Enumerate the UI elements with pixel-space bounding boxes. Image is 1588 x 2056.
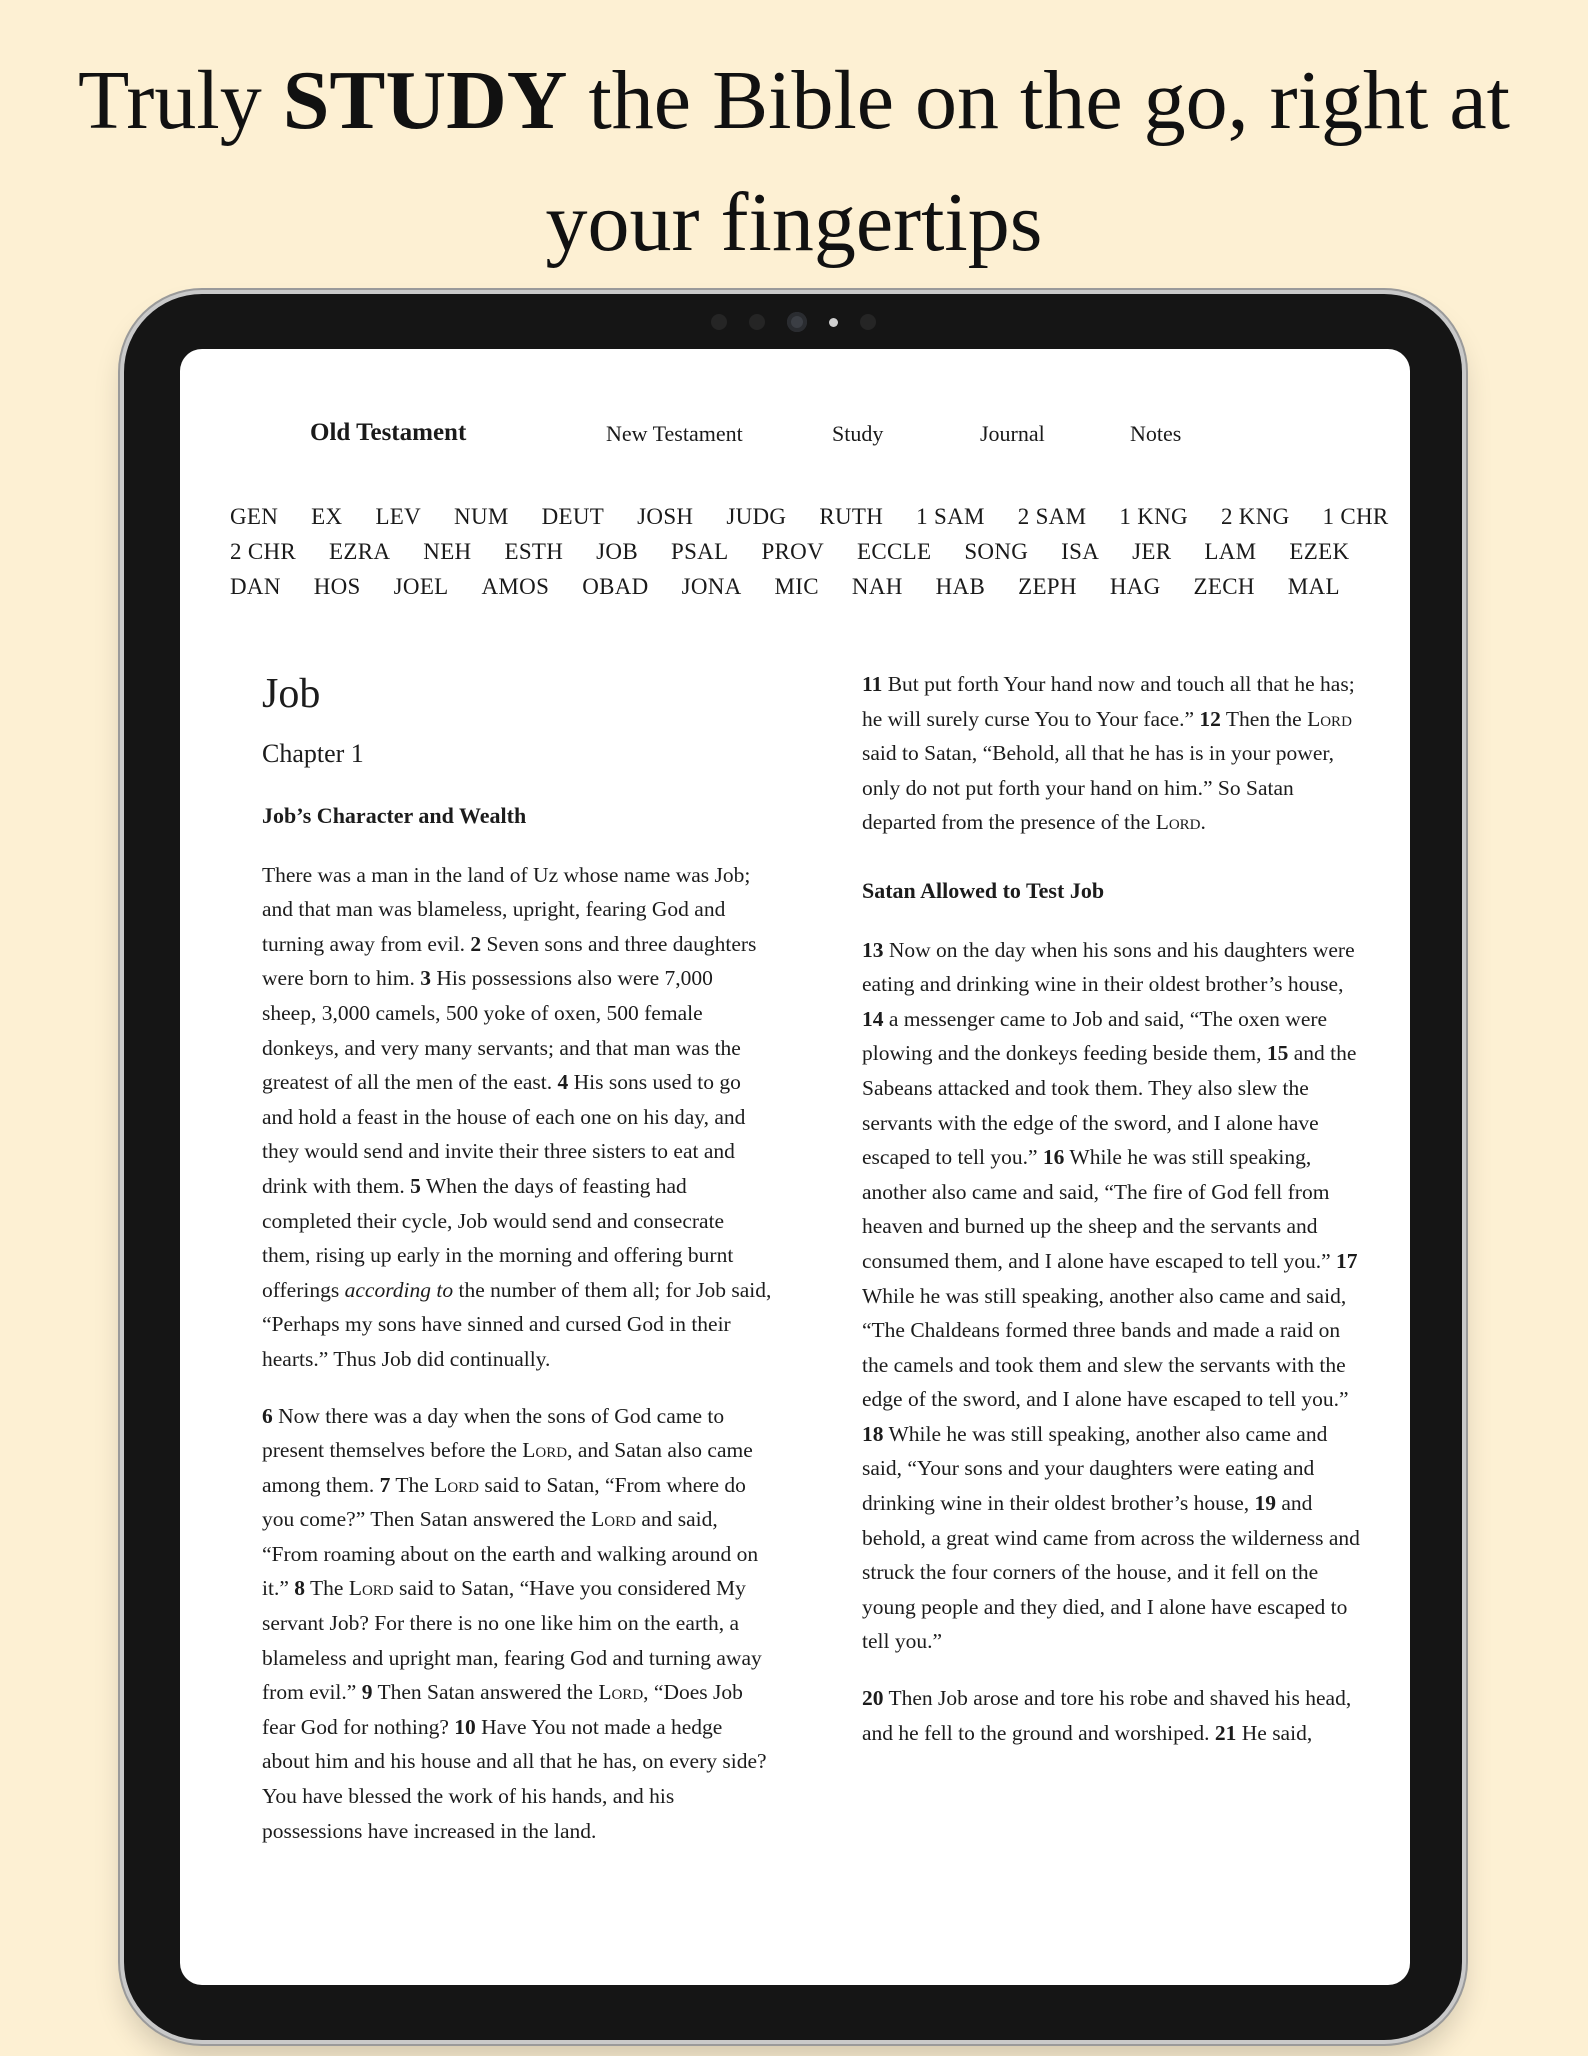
- verse-text: and behold, a great wind came from across the wilderness and struck the four corners of the house, and it fell on the young people and they died, and I alone have escaped to tell you.”: [862, 1491, 1360, 1654]
- verse-text: When the days of feasting had completed their cycle, Job would send and consecrate them, rising up early in the morning and offering burnt offerings: [262, 1173, 734, 1302]
- verse-text: Then Satan answered the: [377, 1680, 593, 1705]
- verse-text: Then Job arose and tore his robe and shaved his head, and he fell to the ground and worshiped.: [862, 1686, 1352, 1745]
- book-link-song[interactable]: SONG: [964, 539, 1029, 564]
- tab-new-testament[interactable]: New Testament: [606, 421, 743, 446]
- verse-text: Then the: [1225, 706, 1302, 731]
- verse-text: While he was still speaking, another also came and said, “The fire of God fell from heaven and burned up the sheep and the servants and consumed them, and I alone have escaped to tell you.”: [862, 1145, 1331, 1273]
- verse-number: 9: [361, 1680, 373, 1705]
- lord-text: Lord: [1307, 706, 1352, 731]
- section-heading: Satan Allowed to Test Job: [862, 877, 1105, 903]
- book-link-ruth[interactable]: RUTH: [819, 504, 884, 529]
- book-link-josh[interactable]: JOSH: [637, 504, 694, 529]
- book-index: [230, 499, 1389, 604]
- book-link-zech[interactable]: ZECH: [1193, 574, 1255, 599]
- scripture-paragraph: [262, 1399, 772, 1849]
- book-link-nah[interactable]: NAH: [851, 574, 903, 599]
- book-link-prov[interactable]: PROV: [761, 539, 824, 564]
- book-link-jona[interactable]: JONA: [681, 574, 742, 599]
- book-link-dan[interactable]: DAN: [230, 574, 281, 599]
- book-link-mal[interactable]: MAL: [1287, 574, 1340, 599]
- verse-text: a messenger came to Job and said, “The oxen were plowing and the donkeys feeding beside them,: [862, 1006, 1328, 1066]
- book-row-1: [230, 499, 1389, 534]
- verse-number: 20: [862, 1686, 884, 1711]
- book-link-esth[interactable]: ESTH: [504, 539, 564, 564]
- sensor-icon: [711, 314, 727, 330]
- reading-column-left: [262, 669, 772, 1870]
- scripture-paragraph: [862, 1681, 1362, 1750]
- verse-text: and the Sabeans attacked and took them. They also slew the servants with the edge of the sword, and I alone have escaped to tell you.”: [862, 1041, 1357, 1170]
- verse-text: , and Satan also came among them.: [262, 1438, 753, 1497]
- camera-bar: [124, 312, 1462, 332]
- verse-number: 19: [1254, 1491, 1277, 1516]
- verse-number: 3: [420, 966, 431, 991]
- verse-number: 17: [1336, 1248, 1358, 1273]
- book-link-psal[interactable]: PSAL: [670, 539, 729, 564]
- headline: [0, 40, 1588, 284]
- verse-number: 21: [1214, 1720, 1237, 1745]
- verse-number: 5: [410, 1173, 421, 1198]
- book-link-ezra[interactable]: EZRA: [329, 539, 391, 564]
- verse-text: , “Does Job fear God for nothing?: [262, 1680, 743, 1739]
- verse-number: 11: [862, 672, 883, 696]
- scripture-paragraph: 11 But put forth Your hand now and touch all that he has; he will surely curse You to Your face.” 12 Then the Lord said to Satan, “Behold, all that he has is in your power, only do not put forth your hand on him.” So Satan departed from the presence of the Lord.: [862, 672, 1355, 835]
- sensor-icon: [860, 314, 876, 330]
- book-row-3: [230, 569, 1380, 604]
- verse-number: 16: [1042, 1145, 1065, 1170]
- book-link-deut[interactable]: DEUT: [541, 504, 605, 529]
- verse-text: said to Satan, “From where do you come?” Then Satan answered the: [262, 1472, 746, 1532]
- tab-notes[interactable]: Notes: [1130, 421, 1182, 446]
- book-link-eccle[interactable]: ECCLE: [857, 539, 932, 564]
- book-link-1sam[interactable]: 1 SAM: [916, 504, 985, 529]
- chapter-title: Chapter 1: [262, 739, 364, 768]
- verse-number: 13: [862, 937, 884, 962]
- reading-column-right: [862, 667, 1362, 1772]
- verse-number: 18: [862, 1421, 884, 1446]
- book-link-2kng[interactable]: 2 KNG: [1220, 504, 1290, 529]
- lord-text: Lord: [348, 1576, 394, 1601]
- verse-number: 7: [379, 1472, 391, 1497]
- book-link-hag[interactable]: HAG: [1109, 574, 1161, 599]
- verse-number: 4: [557, 1070, 569, 1095]
- verse-text: There was a man in the land of Uz whose name was Job; and that man was blameless, upright, fearing God and turning away from evil.: [262, 862, 751, 956]
- camera-led-icon: [829, 318, 838, 327]
- app-screen: [180, 349, 1410, 1985]
- book-link-isa[interactable]: ISA: [1061, 539, 1100, 564]
- sensor-icon: [749, 314, 765, 330]
- book-link-lam[interactable]: LAM: [1204, 539, 1257, 564]
- verse-text: While he was still speaking, another also came and said, “Your sons and your daughters were eating and drinking wine in their oldest brother’s house,: [862, 1421, 1328, 1516]
- book-link-1kng[interactable]: 1 KNG: [1119, 504, 1188, 529]
- book-link-ex[interactable]: EX: [311, 504, 343, 529]
- lord-text: Lord: [522, 1438, 568, 1463]
- verse-text: While he was still speaking, another also came and said, “The Chaldeans formed three bands and made a raid on the camels and took them and slew the servants with the edge of the sword, and I alone have escaped to tell you.”: [862, 1283, 1349, 1412]
- verse-text: Have You not made a hedge about him and his house and all that he has, on every side? You have blessed the work of his hands, and his possessions have increased in the land.: [262, 1714, 767, 1843]
- book-link-1chr[interactable]: 1 CHR: [1322, 504, 1389, 529]
- headline-prefix: Truly: [78, 54, 283, 147]
- book-link-ezek[interactable]: EZEK: [1289, 539, 1350, 564]
- verse-italic: according to: [344, 1277, 454, 1302]
- book-link-mic[interactable]: MIC: [774, 574, 819, 599]
- book-link-2sam[interactable]: 2 SAM: [1017, 504, 1087, 529]
- lord-text: Lord: [1155, 810, 1201, 835]
- book-link-judg[interactable]: JUDG: [726, 504, 787, 529]
- verse-text: His sons used to go and hold a feast in the house of each one on his day, and they would send and invite their three sisters to eat and drink with them.: [262, 1070, 746, 1198]
- verse-text: But put forth Your hand now and touch all that he has; he will surely curse You to Your face.”: [862, 672, 1355, 731]
- tab-old-testament[interactable]: Old Testament: [310, 419, 467, 446]
- verse-text: said to Satan, “Behold, all that he has is in your power, only do not put forth your hand on him.” So Satan departed from the presence of the: [862, 741, 1335, 835]
- verse-text: said to Satan, “Have you considered My servant Job? For there is no one like him on the earth, a blameless and upright man, fearing God and turning away from evil.”: [262, 1576, 762, 1705]
- tablet-device: [124, 294, 1462, 2040]
- verse-number: 8: [294, 1576, 305, 1601]
- book-link-zeph[interactable]: ZEPH: [1018, 574, 1077, 599]
- book-link-num[interactable]: NUM: [454, 504, 509, 529]
- verse-number: 15: [1266, 1041, 1289, 1066]
- verse-text: and said, “From roaming about on the earth and walking around on it.”: [262, 1507, 759, 1601]
- verse-text: Now there was a day when the sons of God came to present themselves before the: [262, 1403, 725, 1463]
- book-link-amos[interactable]: AMOS: [481, 574, 550, 599]
- headline-emphasis: STUDY: [282, 54, 568, 147]
- book-link-hos[interactable]: HOS: [313, 574, 361, 599]
- lord-text: Lord: [591, 1507, 636, 1532]
- book-link-joel[interactable]: JOEL: [393, 574, 449, 599]
- verse-text: His possessions also were 7,000 sheep, 3,000 camels, 500 yoke of oxen, 500 female donkeys, and very many servants; and that man was the greatest of all the men of the east.: [262, 966, 741, 1095]
- lord-text: Lord: [434, 1472, 480, 1497]
- book-title: Job: [262, 671, 321, 717]
- camera-lens-icon: [787, 312, 807, 332]
- verse-number: 6: [262, 1403, 273, 1428]
- verse-text: the number of them all; for Job said, “Perhaps my sons have sinned and cursed God in their hearts.” Thus Job did continually.: [262, 1277, 772, 1371]
- book-link-lev[interactable]: LEV: [375, 504, 422, 529]
- verse-text: Now on the day when his sons and his daughters were eating and drinking wine in their oldest brother’s house,: [862, 937, 1355, 997]
- verse-number: 14: [862, 1006, 884, 1031]
- verse-text: Seven sons and three daughters were born to him.: [262, 931, 757, 991]
- section-heading: Job’s Character and Wealth: [262, 803, 527, 828]
- verse-text: The: [395, 1472, 429, 1497]
- book-row-2: [230, 534, 1380, 569]
- book-link-gen[interactable]: GEN: [230, 504, 279, 529]
- book-link-neh[interactable]: NEH: [423, 539, 472, 564]
- verse-number: 12: [1199, 706, 1221, 731]
- verse-text: He said,: [1241, 1720, 1313, 1745]
- lord-text: Lord: [598, 1680, 644, 1705]
- scripture-paragraph: [862, 933, 1362, 1659]
- scripture-paragraph: [262, 858, 772, 1377]
- verse-number: 10: [454, 1714, 476, 1739]
- book-link-obad[interactable]: OBAD: [582, 574, 649, 599]
- book-link-jer[interactable]: JER: [1132, 539, 1172, 564]
- verse-text: The: [310, 1576, 344, 1601]
- book-link-2chr[interactable]: 2 CHR: [230, 539, 297, 564]
- tab-journal[interactable]: Journal: [980, 421, 1045, 446]
- tab-study[interactable]: Study: [832, 421, 884, 446]
- verse-number: 2: [470, 931, 482, 956]
- book-link-hab[interactable]: HAB: [935, 574, 986, 599]
- book-link-job[interactable]: JOB: [596, 539, 638, 564]
- headline-suffix: the Bible on the go, right at your fingertips: [545, 54, 1510, 269]
